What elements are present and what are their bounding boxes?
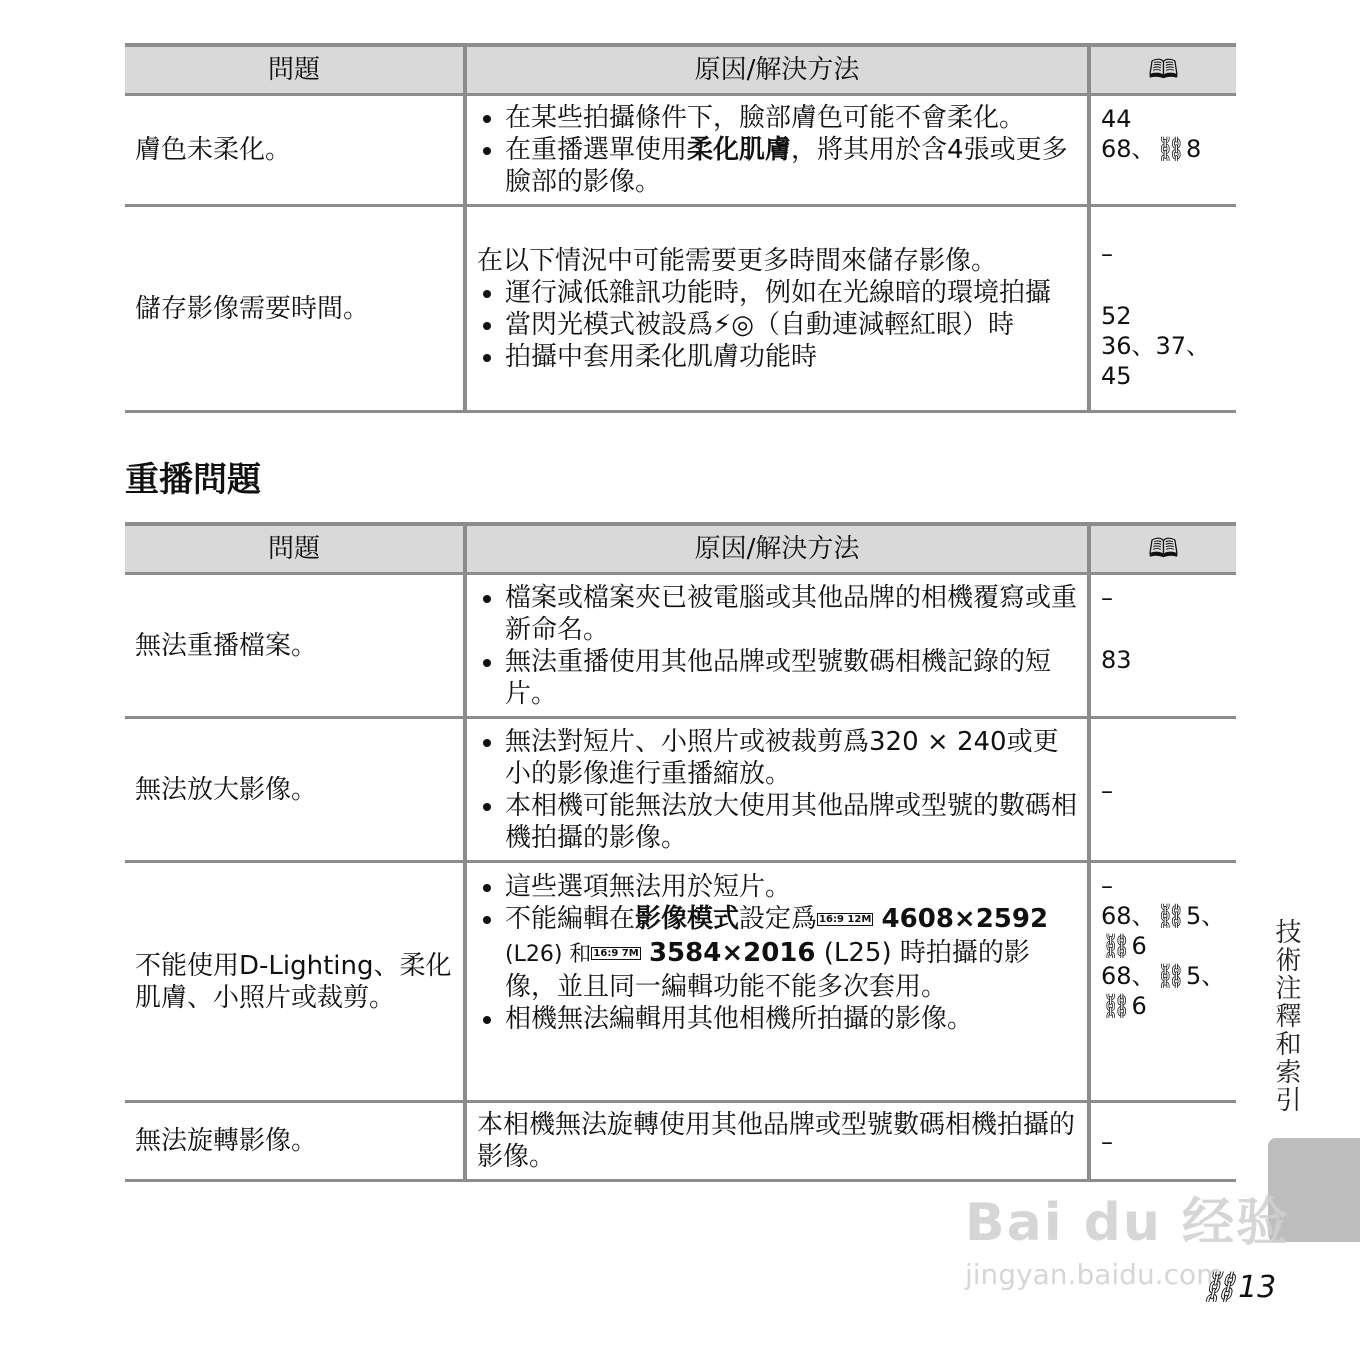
side-chapter-label: 技術注釋和索引 (1271, 918, 1301, 1114)
reference-cell (1089, 95, 1236, 206)
header-reference-icon: 🕮 (1089, 45, 1236, 95)
reference-cell (1089, 206, 1236, 412)
solution-cell (465, 718, 1089, 862)
problem-cell: 無法旋轉影像。 (125, 1102, 465, 1181)
image-mode-16x9-7m-icon: 16:9 7M (593, 948, 639, 959)
page-ref: 52 (1101, 302, 1132, 330)
troubleshooting-table-2 (125, 522, 1236, 1182)
section-title: 重播問題 (125, 460, 261, 500)
reference-cell (1089, 718, 1236, 862)
solution-bullet: • 檔案或檔案夾已被電腦或其他品牌的相機覆寫或重新命名。 (505, 582, 1077, 646)
header-reference-icon: 🕮 (1089, 524, 1236, 574)
table-row (125, 574, 1236, 718)
problem-cell: 儲存影像需要時間。 (125, 206, 465, 412)
page-ref: – (1101, 776, 1113, 805)
problem-cell: 膚色未柔化。 (125, 95, 465, 206)
page-ref: – (1101, 584, 1113, 612)
header-cause-solution: 原因/解決方法 (465, 524, 1089, 574)
problem-cell: 不能使用D-Lighting、柔化肌膚、小照片或裁剪。 (125, 862, 465, 1102)
solution-bullet: • 在某些拍攝條件下，臉部膚色可能不會柔化。 (505, 102, 1077, 134)
table-header-row (125, 524, 1236, 574)
problem-cell: 無法重播檔案。 (125, 574, 465, 718)
solution-bullet: • 無法對短片、小照片或被裁剪爲320 × 240或更小的影像進行重播縮放。 (505, 726, 1077, 790)
solution-cell (465, 95, 1089, 206)
solution-bullet: • 當閃光模式被設爲⚡◎（自動連減輕紅眼）時 (505, 309, 1077, 341)
page-ref: – (1101, 1128, 1113, 1156)
troubleshooting-table-1 (125, 43, 1236, 413)
reference-cell (1089, 1102, 1236, 1181)
solution-bullet: • 在重播選單使用柔化肌膚，將其用於含4張或更多臉部的影像。 (505, 134, 1077, 198)
reference-cell (1089, 574, 1236, 718)
solution-cell (465, 206, 1089, 412)
table-row (125, 718, 1236, 862)
solution-bullet: • 無法重播使用其他品牌或型號數碼相機記錄的短片。 (505, 646, 1077, 710)
page-ref: 83 (1101, 646, 1132, 674)
solution-bullet: • 本相機可能無法放大使用其他品牌或型號的數碼相機拍攝的影像。 (505, 790, 1077, 854)
page-ref: 44 (1101, 105, 1132, 133)
table-row (125, 1102, 1236, 1181)
table-row (125, 862, 1236, 1102)
page-ref: 36、37、45 (1101, 332, 1211, 390)
header-cause-solution: 原因/解決方法 (465, 45, 1089, 95)
header-problem: 問題 (125, 45, 465, 95)
solution-bullet: • 相機無法編輯用其他相機所拍攝的影像。 (505, 1003, 1077, 1035)
table-row (125, 206, 1236, 412)
table-row (125, 95, 1236, 206)
page-ref: – (1101, 240, 1113, 268)
solution-bullet: • 運行減低雜訊功能時，例如在光線暗的環境拍攝 (505, 277, 1077, 309)
page-ref: 68、⛓5、⛓6 (1101, 962, 1226, 1020)
solution-bullet: • 這些選項無法用於短片。 (505, 871, 1077, 903)
reference-cell (1089, 862, 1236, 1102)
table-header-row (125, 45, 1236, 95)
image-mode-16x9-12m-icon: 16:9 12M (819, 914, 872, 925)
baidu-watermark-url: jingyan.baidu.com (965, 1258, 1224, 1291)
page-number: ⛓13 (1200, 1270, 1277, 1305)
solution-cell (465, 574, 1089, 718)
solution-cell (465, 862, 1089, 1102)
header-problem: 問題 (125, 524, 465, 574)
baidu-watermark: Bai du 经验 (965, 1193, 1290, 1253)
solution-note: 在以下情況中可能需要更多時間來儲存影像。 (477, 245, 998, 276)
page-ref: 68、⛓8 (1101, 135, 1202, 163)
page-ref: – (1101, 872, 1113, 900)
solution-bullet: • 拍攝中套用柔化肌膚功能時 (505, 341, 1077, 373)
problem-cell: 無法放大影像。 (125, 718, 465, 862)
page-ref: 68、⛓5、⛓6 (1101, 902, 1226, 960)
solution-bullet: • 不能編輯在影像模式設定爲 16:9 12M 4608×2592 (L26) 和 16:9 7M 3584×2016 (L25) 時拍攝的影像，並且同一編輯功能不能多次套用。 (505, 903, 1077, 1003)
flash-redeye-icon: ⚡◎ (713, 309, 754, 340)
solution-cell: 本相機無法旋轉使用其他品牌或型號數碼相機拍攝的影像。 (465, 1102, 1089, 1181)
